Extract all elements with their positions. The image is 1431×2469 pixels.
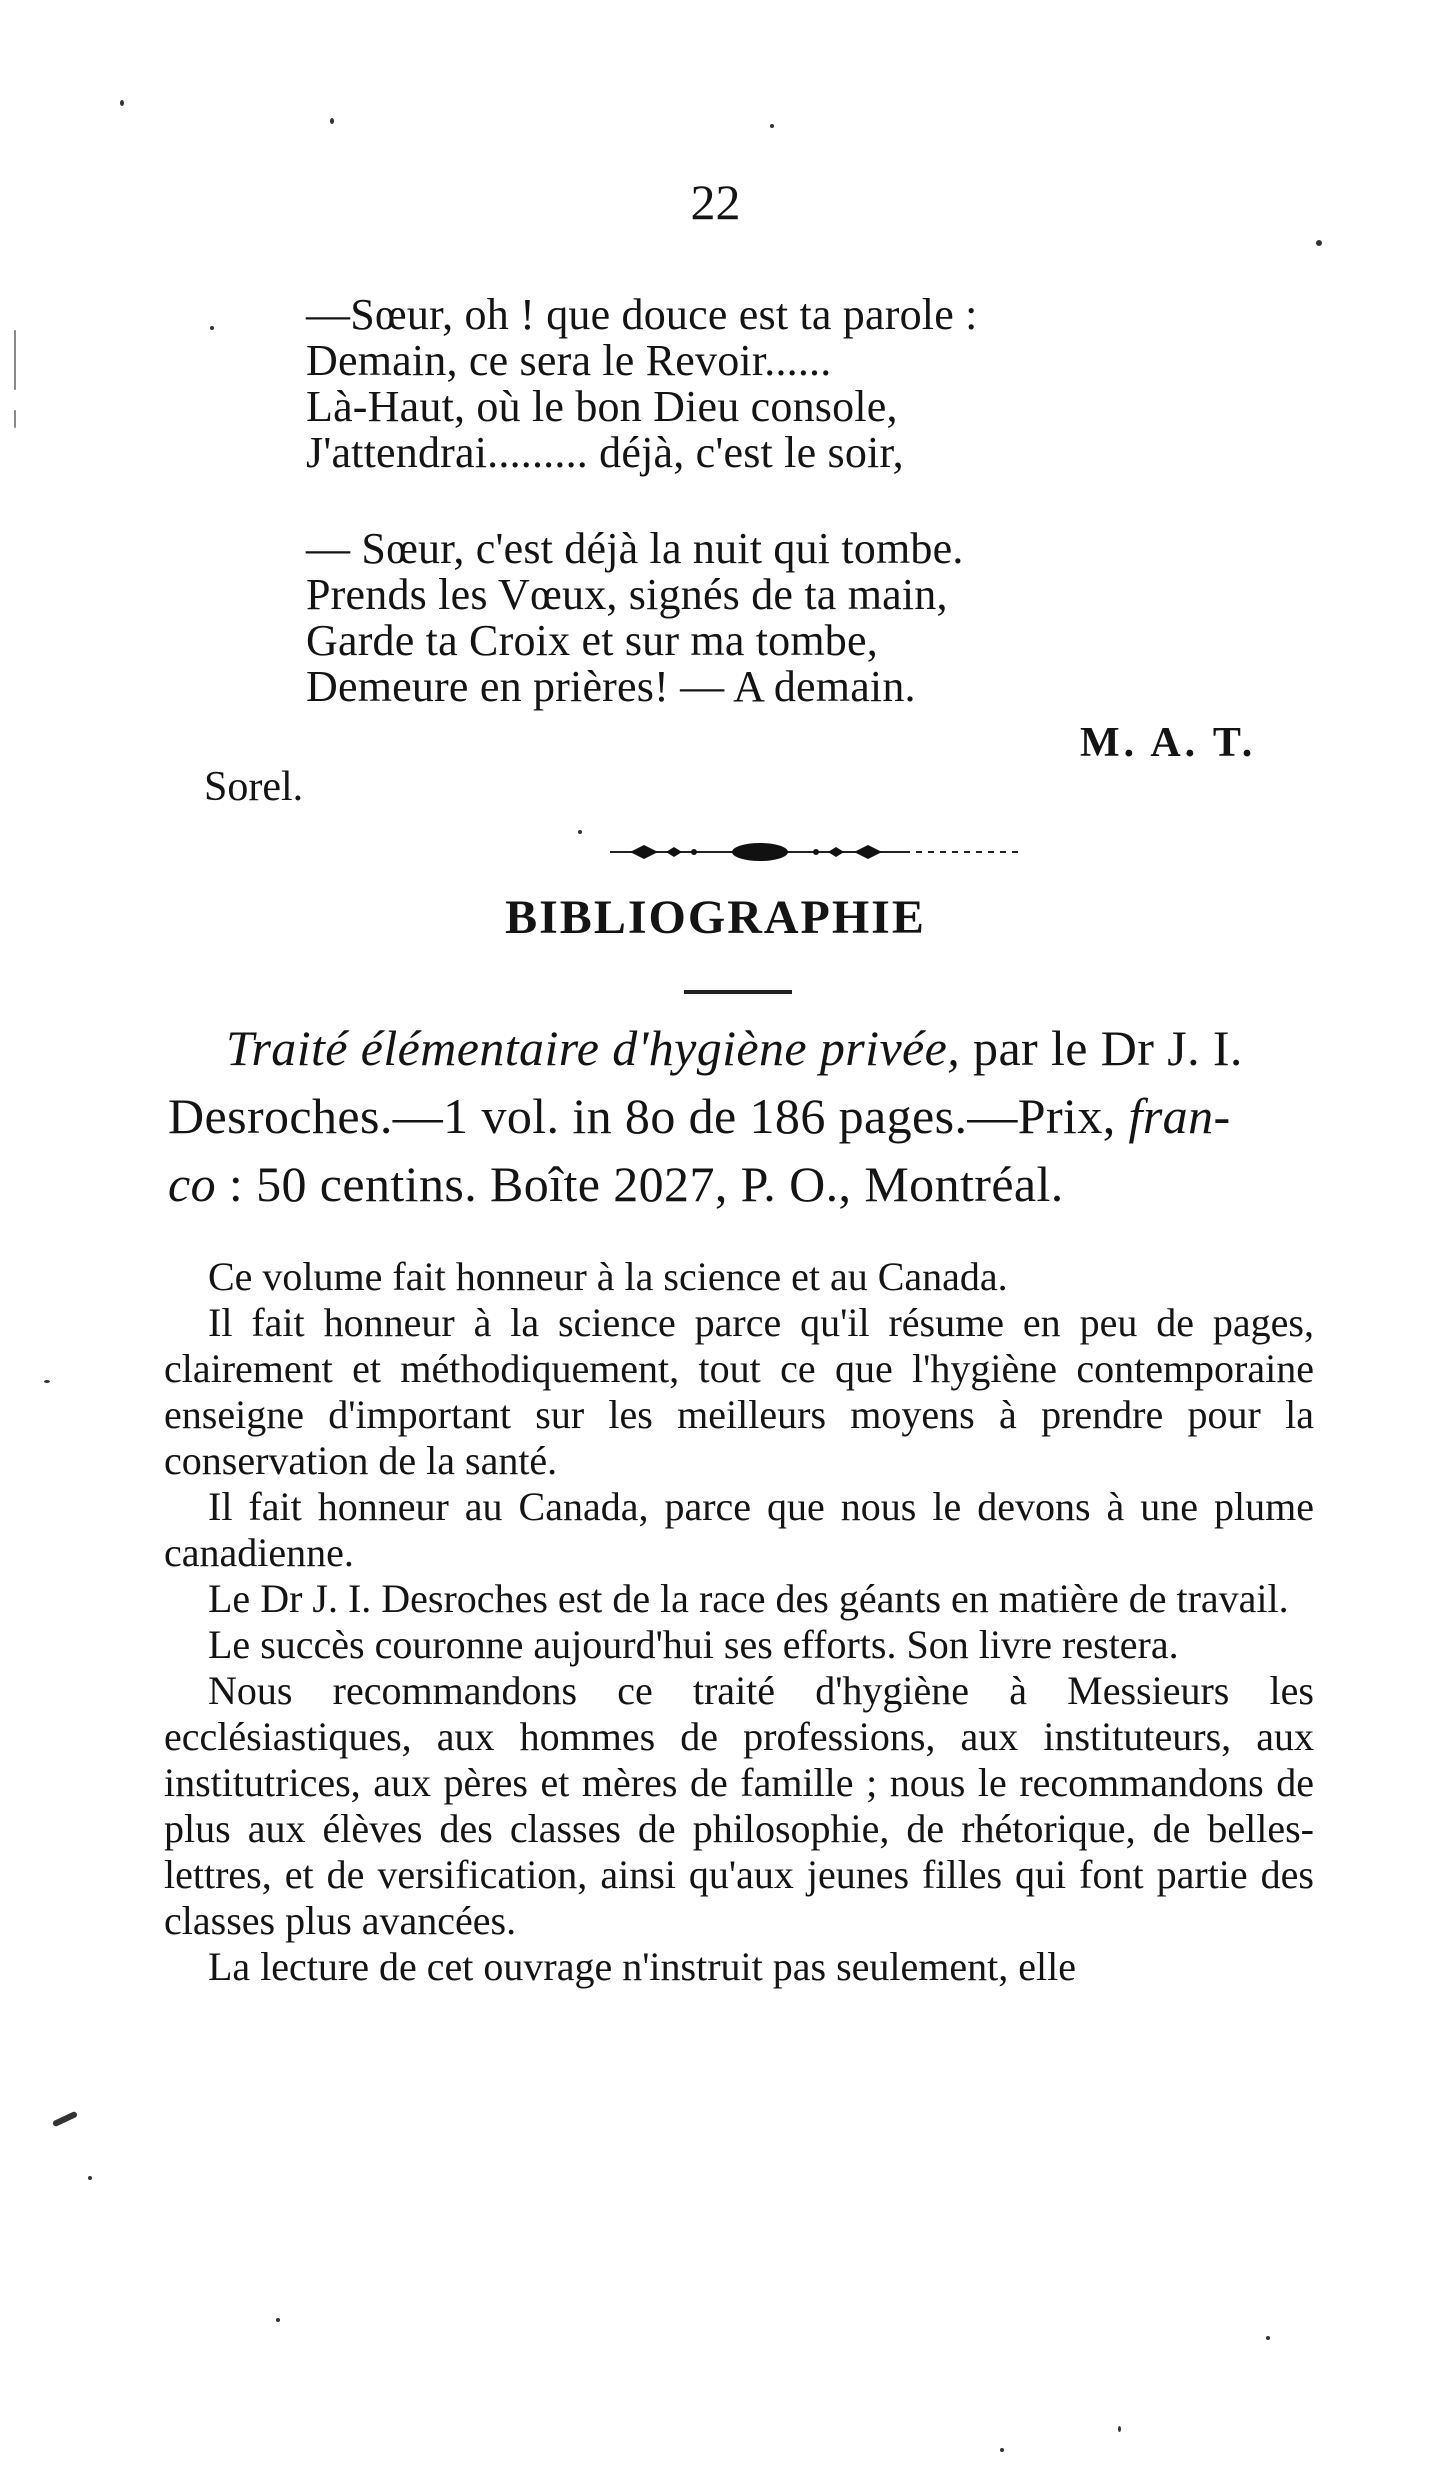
ornament-divider xyxy=(610,832,1030,872)
scan-speck xyxy=(88,2176,92,2180)
scan-speck xyxy=(1000,2448,1004,2452)
review-paragraph: Il fait honneur au Canada, parce que nous le devons à une plume canadienne. xyxy=(164,1484,1314,1575)
poem-line: — Sœur, c'est déjà la nuit qui tombe. xyxy=(306,524,964,573)
section-heading: BIBLIOGRAPHIE xyxy=(505,891,926,944)
scan-speck xyxy=(120,100,124,106)
book-ref-line-3 xyxy=(168,1150,1318,1218)
poem-stanza-2 xyxy=(306,526,1206,710)
page-number: 22 xyxy=(690,174,741,230)
poem-line: Là-Haut, où le bon Dieu console, xyxy=(306,382,898,431)
review-paragraph: La lecture de cet ouvrage n'instruit pas seulement, elle xyxy=(208,1944,1076,1989)
scan-speck xyxy=(578,830,582,834)
poem-line: Garde ta Croix et sur ma tombe, xyxy=(306,616,878,665)
scan-speck xyxy=(276,2318,280,2322)
scan-speck xyxy=(770,124,774,128)
review-paragraph: Le Dr J. I. Desroches est de la race des géants en matière de travail. xyxy=(208,1576,1289,1621)
book-author: par le Dr J. I. xyxy=(960,1020,1243,1076)
review-paragraph: Ce volume fait honneur à la science et au Canada. xyxy=(208,1254,1008,1299)
book-address: : 50 centins. Boîte 2027, P. O., Montréal. xyxy=(216,1156,1064,1212)
scan-speck xyxy=(14,410,16,428)
book-ref-line-1 xyxy=(168,1014,1318,1082)
poem-place: Sorel. xyxy=(204,764,304,810)
review-paragraph: Il fait honneur à la science parce qu'il résume en peu de pages, clairement et méthodiquement, tout ce que l'hygiène contemporaine enseigne d'important sur les meilleurs moyens à prendre pour la conservation de la santé. xyxy=(164,1300,1314,1483)
scan-speck xyxy=(330,118,334,124)
book-price-italic-end: co xyxy=(168,1156,216,1212)
poem-line: Demain, ce sera le Revoir...... xyxy=(306,336,832,385)
book-price-italic: fran- xyxy=(1128,1088,1231,1144)
scan-speck xyxy=(210,326,214,330)
scan-speck xyxy=(1316,240,1322,246)
poem-line: J'attendrai......... déjà, c'est le soir, xyxy=(306,428,904,477)
review-body xyxy=(164,1254,1314,1990)
poem-signature: M. A. T. xyxy=(1080,720,1257,766)
poem-line: —Sœur, oh ! que douce est ta parole : xyxy=(306,290,978,339)
book-details: Desroches.—1 vol. in 8o de 186 pages.—Prix, xyxy=(168,1088,1129,1144)
book-ref-line-2 xyxy=(168,1082,1318,1150)
heading-rule xyxy=(684,990,792,994)
poem-line: Demeure en prières! — A demain. xyxy=(306,662,916,711)
book-title: Traité élémentaire d'hygiène privée, xyxy=(226,1020,961,1076)
review-paragraph: Nous recommandons ce traité d'hygiène à Messieurs les ecclésiastiques, aux hommes de professions, aux instituteurs, aux institutrices, aux pères et mères de famille ; nous le recommandons de plus aux élèves des classes de philosophie, de rhétorique, de belles-lettres, et de versification, ainsi qu'aux jeunes filles qui font partie des classes plus avancées. xyxy=(164,1668,1314,1943)
scan-speck xyxy=(14,330,16,390)
scan-speck xyxy=(1266,2336,1270,2340)
poem-stanza-1 xyxy=(306,292,1206,476)
poem-line: Prends les Vœux, signés de ta main, xyxy=(306,570,948,619)
book-reference xyxy=(168,1014,1318,1218)
scan-speck xyxy=(52,2111,78,2127)
scan-speck xyxy=(1118,2426,1121,2432)
review-paragraph: Le succès couronne aujourd'hui ses efforts. Son livre restera. xyxy=(208,1622,1179,1667)
scan-speck xyxy=(44,1380,50,1383)
